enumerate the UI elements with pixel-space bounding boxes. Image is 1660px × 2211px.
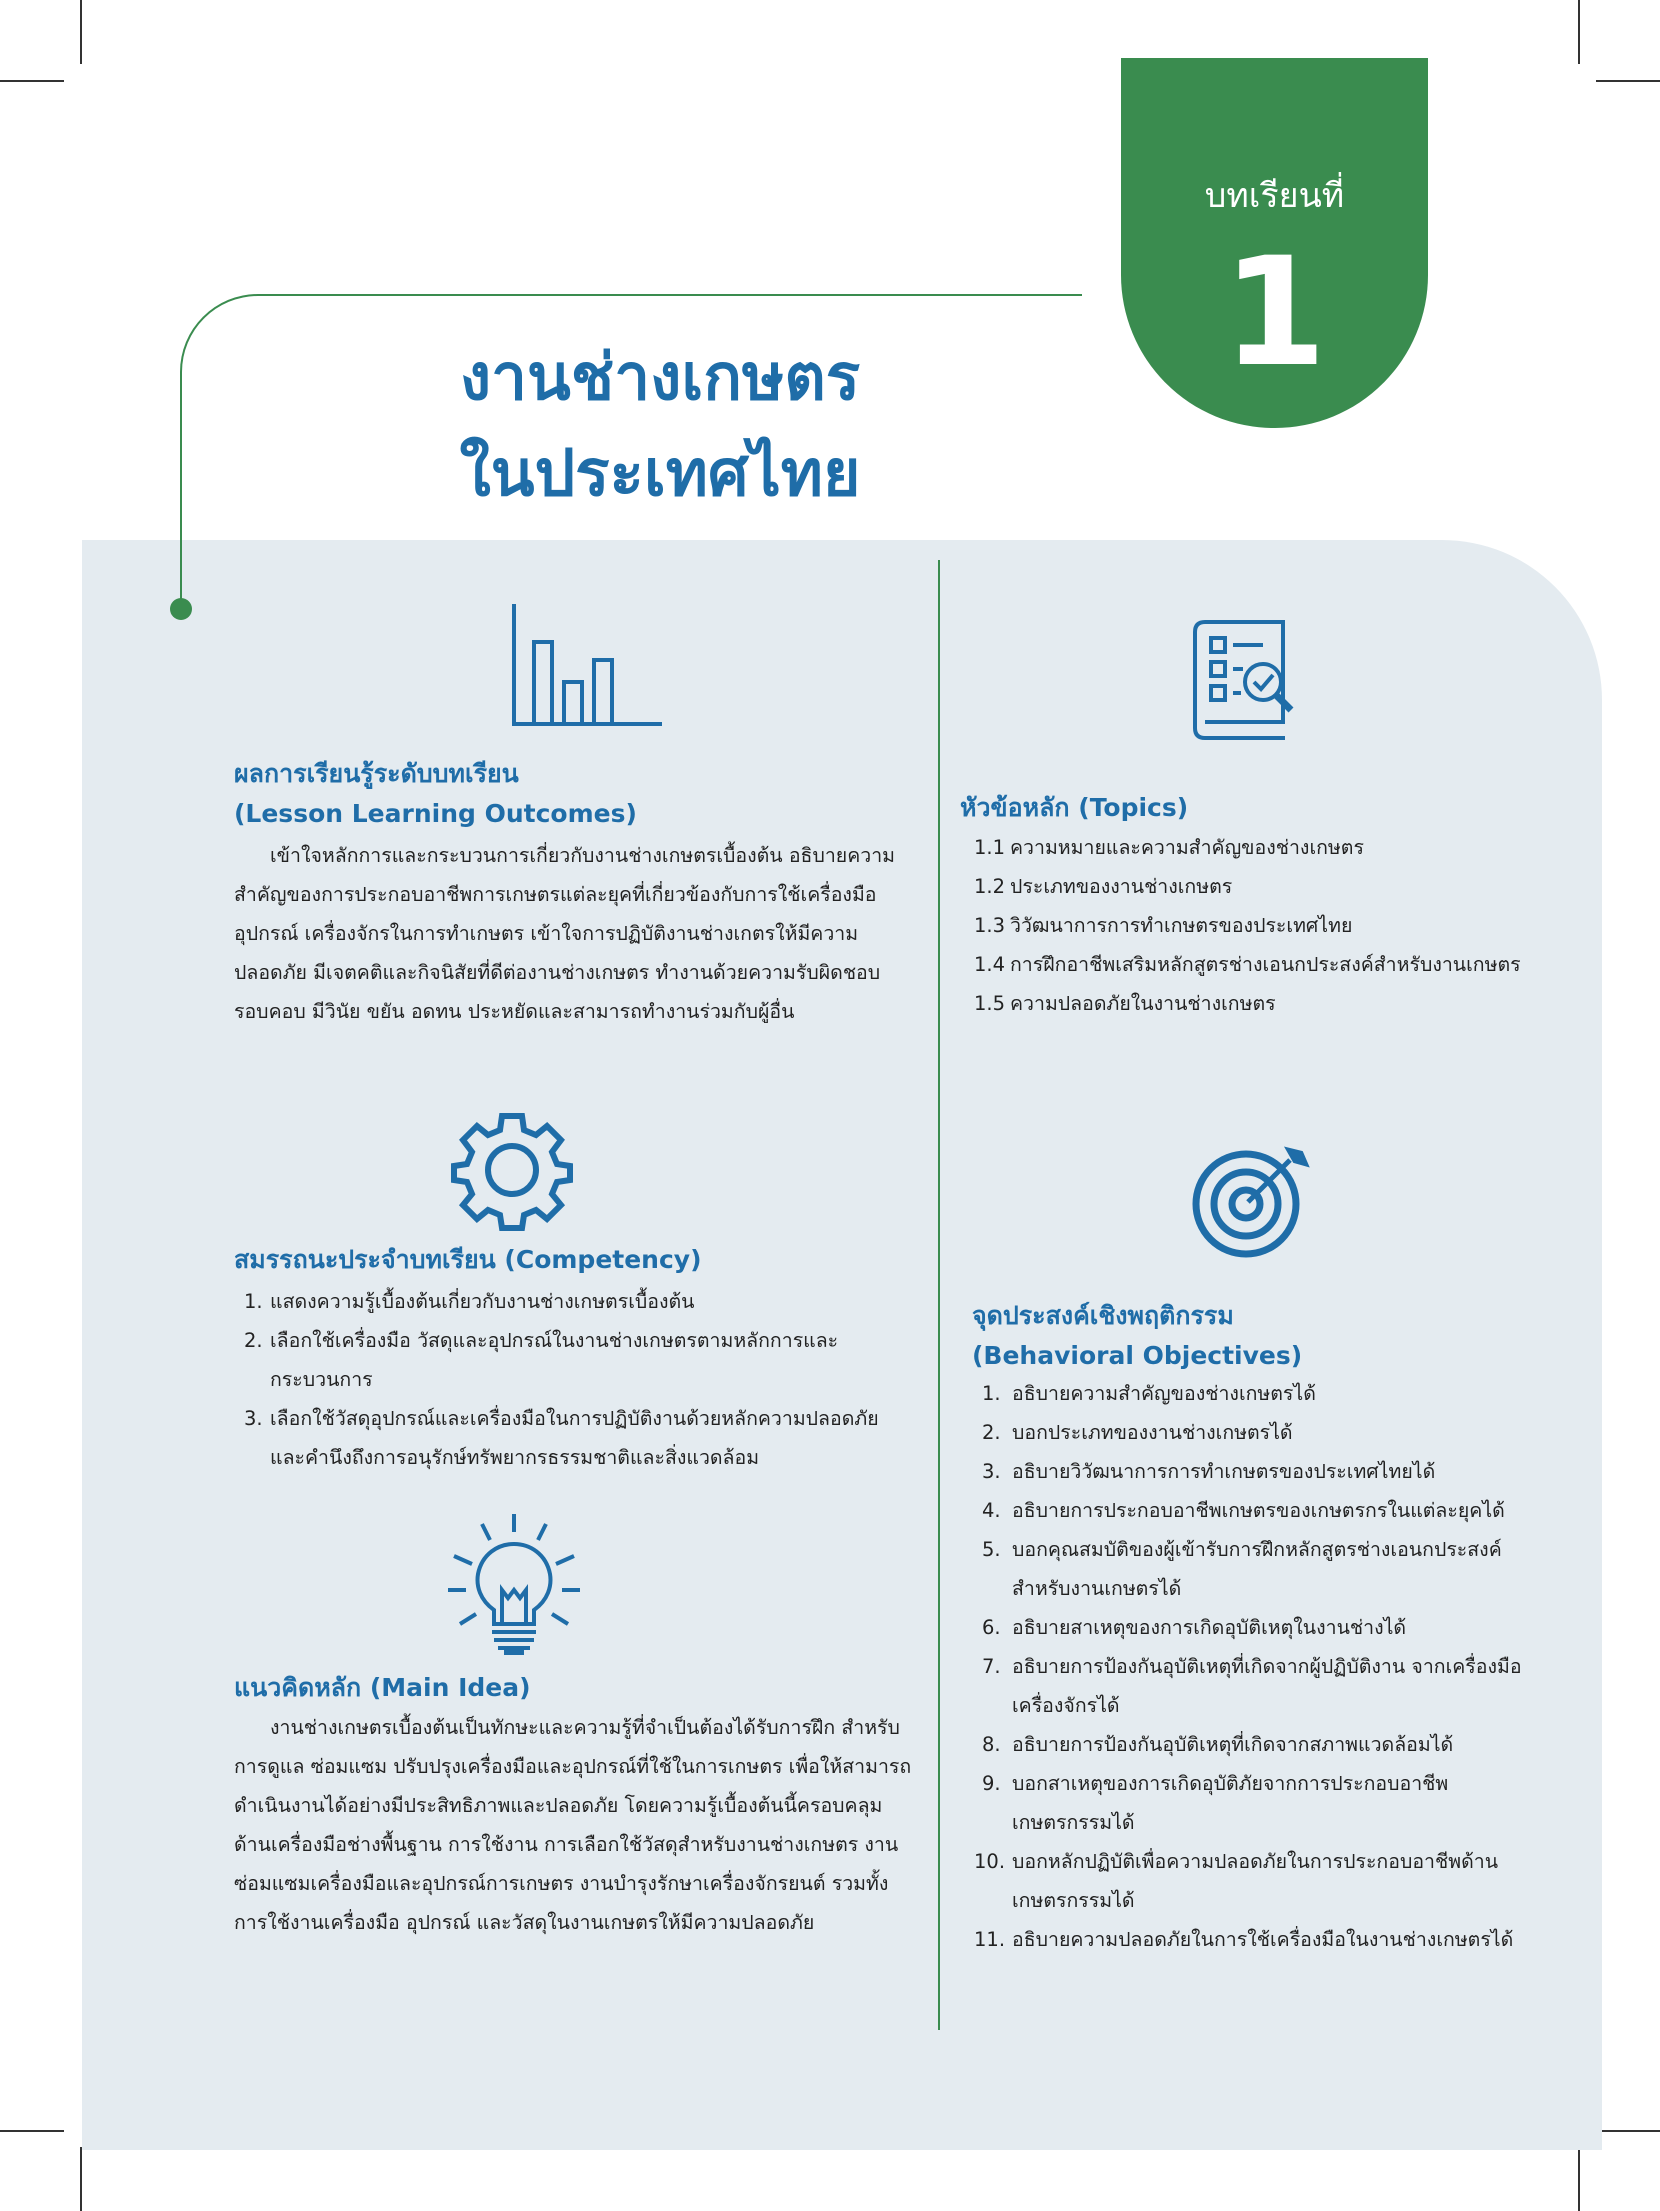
- list-item: [974, 828, 1584, 867]
- list-item: [244, 1321, 916, 1399]
- list-item-number: 9.: [982, 1772, 1001, 1795]
- list-item: [974, 1842, 1542, 1920]
- list-item-text: อธิบายสาเหตุของการเกิดอุบัติเหตุในงานช่างได้: [1012, 1616, 1407, 1639]
- list-item-text: บอกประเภทของงานช่างเกษตรได้: [1012, 1421, 1293, 1444]
- list-item-number: 5.: [982, 1538, 1001, 1561]
- list-item: [982, 1647, 1542, 1725]
- list-item-number: 1.2: [974, 875, 1006, 898]
- list-item: [974, 984, 1584, 1023]
- crop-mark: [1596, 80, 1660, 82]
- list-item-number: 1.3: [974, 914, 1006, 937]
- crop-mark: [1578, 2147, 1580, 2211]
- list-item: [982, 1374, 1542, 1413]
- list-item-number: 4.: [982, 1499, 1001, 1522]
- list-item-text: เลือกใช้เครื่องมือ วัสดุและอุปกรณ์ในงานช่างเกษตรตามหลักการและกระบวนการ: [270, 1329, 839, 1391]
- list-item-text: เลือกใช้วัสดุอุปกรณ์และเครื่องมือในการปฏิบัติงานด้วยหลักความปลอดภัย และคำนึงถึงการอนุรักษ์ทรัพยากรธรรมชาติและสิ่งแวดล้อม: [270, 1407, 879, 1469]
- list-item-text: อธิบายวิวัฒนาการการทำเกษตรของประเทศไทยได้: [1012, 1460, 1436, 1483]
- title-frame-dot: [170, 598, 192, 620]
- book-checklist-icon: [1185, 618, 1297, 746]
- objectives-title-line1: จุดประสงค์เชิงพฤติกรรม: [972, 1301, 1234, 1330]
- crop-mark: [80, 2147, 82, 2211]
- outcomes-text: เข้าใจหลักการและกระบวนการเกี่ยวกับงานช่างเกษตรเบื้องต้น อธิบายความสำคัญของการประกอบอาชีพการเกษตรแต่ละยุคที่เกี่ยวข้องกับการใช้เครื่องมืออุปกรณ์ เครื่องจักรในการทำเกษตร เข้าใจการปฏิบัติงานช่างเกตรให้มีความปลอดภัย มีเจตคติและกิจนิสัยที่ดีต่องานช่างเกษตร ทำงานด้วยความรับผิดชอบ รอบคอบ มีวินัย ขยัน อดทน ประหยัดและสามารถทำงานร่วมกับผู้อื่น: [234, 844, 895, 1023]
- list-item-text: แสดงความรู้เบื้องต้นเกี่ยวกับงานช่างเกษตรเบื้องต้น: [270, 1290, 695, 1313]
- crop-mark: [0, 2130, 64, 2132]
- gear-icon: [450, 1108, 574, 1232]
- list-item-number: 1.1: [974, 836, 1006, 859]
- chapter-number: 1: [1222, 226, 1327, 400]
- list-item: [982, 1491, 1542, 1530]
- list-item-number: 1.: [244, 1290, 263, 1313]
- list-item-text: วิวัฒนาการการทำเกษตรของประเทศไทย: [1010, 914, 1353, 937]
- list-item-text: อธิบายความปลอดภัยในการใช้เครื่องมือในงานช่างเกษตรได้: [1012, 1928, 1514, 1951]
- list-item-text: อธิบายการประกอบอาชีพเกษตรของเกษตรกรในแต่ละยุคได้: [1012, 1499, 1505, 1522]
- list-item: [974, 945, 1584, 984]
- list-item-text: บอกสาเหตุของการเกิดอุบัติภัยจากการประกอบอาชีพ เกษตรกรรมได้: [1012, 1772, 1449, 1834]
- competency-list: [244, 1282, 916, 1477]
- list-item: [982, 1530, 1542, 1608]
- main-idea-title: แนวคิดหลัก (Main Idea): [234, 1673, 531, 1702]
- chapter-title-line1: งานช่างเกษตร: [459, 341, 861, 415]
- main-idea-text: งานช่างเกษตรเบื้องต้นเป็นทักษะและความรู้ที่จำเป็นต้องได้รับการฝึก สำหรับการดูแล ซ่อมแซม ปรับปรุงเครื่องมือและอุปกรณ์ที่ใช้ในการเกษตร เพื่อให้สามารถดำเนินงานได้อย่างมีประสิทธิภาพและปลอดภัย โดยความรู้เบื้องต้นนี้ครอบคลุมด้านเครื่องมือช่างพื้นฐาน การใช้งาน การเลือกใช้วัสดุสำหรับงานช่างเกษตร งานซ่อมแซมเครื่องมือและอุปกรณ์การเกษตร งานบำรุงรักษาเครื่องจักรยนต์ รวมทั้งการใช้งานเครื่องมือ อุปกรณ์ และวัสดุในงานเกษตรให้มีความปลอดภัย: [234, 1716, 912, 1934]
- competency-title: สมรรถนะประจำบทเรียน (Competency): [234, 1245, 702, 1274]
- list-item-text: อธิบายการป้องกันอุบัติเหตุที่เกิดจากผู้ปฏิบัติงาน จากเครื่องมือ เครื่องจักรได้: [1012, 1655, 1522, 1717]
- crop-mark: [1578, 0, 1580, 64]
- list-item-number: 1.: [982, 1382, 1001, 1405]
- list-item: [244, 1282, 916, 1321]
- list-item: [982, 1413, 1542, 1452]
- list-item-number: 7.: [982, 1655, 1001, 1678]
- list-item-number: 8.: [982, 1733, 1001, 1756]
- list-item-number: 3.: [982, 1460, 1001, 1483]
- topics-list: [974, 828, 1584, 1023]
- list-item-number: 10.: [974, 1850, 1006, 1873]
- list-item: [982, 1608, 1542, 1647]
- outcomes-title: [234, 754, 637, 834]
- list-item-number: 2.: [244, 1329, 263, 1352]
- list-item-text: ความปลอดภัยในงานช่างเกษตร: [1010, 992, 1276, 1015]
- chapter-title-line2: ในประเทศไทย: [459, 437, 861, 511]
- objectives-list: [974, 1374, 1542, 1959]
- list-item-text: ประเภทของงานช่างเกษตร: [1010, 875, 1233, 898]
- outcomes-title-line1: ผลการเรียนรู้ระดับบทเรียน: [234, 759, 519, 788]
- objectives-title: [972, 1296, 1302, 1376]
- list-item: [982, 1452, 1542, 1491]
- list-item: [982, 1764, 1542, 1842]
- list-item: [982, 1725, 1542, 1764]
- list-item-number: 11.: [974, 1928, 1006, 1951]
- topics-title: หัวข้อหลัก (Topics): [960, 793, 1189, 822]
- list-item-text: บอกคุณสมบัติของผู้เข้ารับการฝึกหลักสูตรช่างเอนกประสงค์ สำหรับงานเกษตรได้: [1012, 1538, 1502, 1600]
- objectives-title-line2: (Behavioral Objectives): [972, 1341, 1303, 1370]
- list-item-text: ความหมายและความสำคัญของช่างเกษตร: [1010, 836, 1364, 859]
- list-item-number: 1.5: [974, 992, 1006, 1015]
- crop-mark: [0, 80, 64, 82]
- lightbulb-icon: [444, 1512, 584, 1658]
- list-item: [974, 1920, 1542, 1959]
- list-item-number: 3.: [244, 1407, 263, 1430]
- target-icon: [1190, 1140, 1316, 1260]
- list-item-text: บอกหลักปฏิบัติเพื่อความปลอดภัยในการประกอบอาชีพด้าน เกษตรกรรมได้: [1012, 1850, 1499, 1912]
- list-item-text: การฝึกอาชีพเสริมหลักสูตรช่างเอนกประสงค์สำหรับงานเกษตร: [1010, 953, 1521, 976]
- list-item-number: 6.: [982, 1616, 1001, 1639]
- chapter-label: บทเรียนที่: [1204, 176, 1345, 216]
- list-item: [974, 867, 1584, 906]
- list-item-number: 2.: [982, 1421, 1001, 1444]
- list-item-text: อธิบายความสำคัญของช่างเกษตรได้: [1012, 1382, 1316, 1405]
- list-item: [244, 1399, 916, 1477]
- list-item-number: 1.4: [974, 953, 1006, 976]
- chapter-tab: [1121, 58, 1428, 428]
- list-item: [974, 906, 1584, 945]
- crop-mark: [1596, 2130, 1660, 2132]
- crop-mark: [80, 0, 82, 64]
- chapter-title: [300, 330, 1020, 522]
- column-divider: [938, 560, 940, 2030]
- list-item-text: อธิบายการป้องกันอุบัติเหตุที่เกิดจากสภาพแวดล้อมได้: [1012, 1733, 1454, 1756]
- bar-chart-icon: [510, 602, 666, 728]
- outcomes-title-line2: (Lesson Learning Outcomes): [234, 799, 637, 828]
